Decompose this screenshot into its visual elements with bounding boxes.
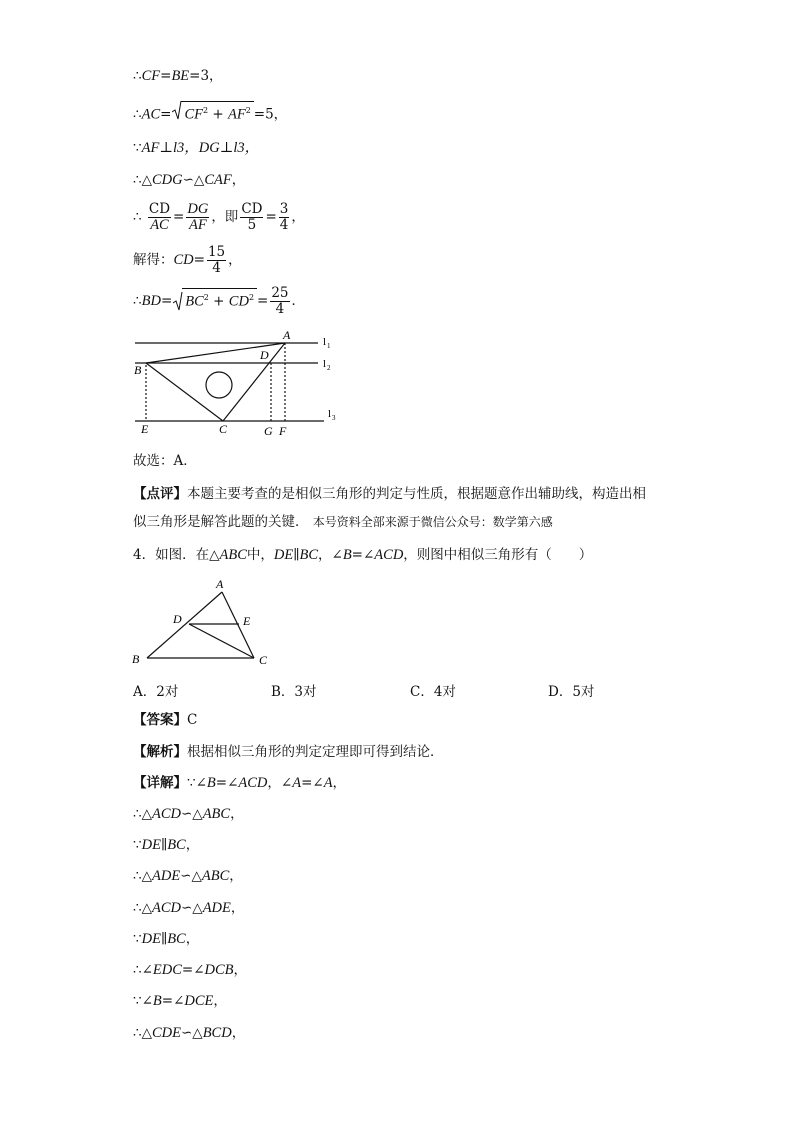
segment-BA: [147, 592, 222, 658]
denominator: 4: [275, 301, 285, 317]
var: BE: [171, 68, 190, 84]
segment-BC: [146, 363, 223, 421]
label-F: F: [279, 424, 287, 438]
option-text: 4对: [433, 684, 456, 700]
solution-line-6: [133, 244, 242, 276]
label-E: E: [141, 422, 149, 436]
text: ，则图中相似三角形有（ ）: [403, 547, 593, 563]
detail-line-3: [133, 866, 243, 886]
text: ，: [231, 1025, 246, 1041]
symbol: ∵: [133, 140, 142, 156]
var: BC: [185, 293, 204, 309]
var: DE: [141, 837, 161, 853]
denominator: 4: [279, 217, 289, 233]
symbol: =∠: [351, 547, 375, 563]
var: DE: [273, 547, 294, 563]
fraction: [186, 202, 209, 233]
text: ，: [230, 900, 245, 916]
var: A: [323, 775, 333, 791]
label-A: A: [216, 577, 224, 591]
text: ，: [229, 868, 243, 884]
solution-line-2: [133, 101, 287, 125]
text: ，: [213, 993, 227, 1009]
text: ，: [185, 931, 200, 947]
text: ，∠: [267, 775, 293, 791]
var: AF: [227, 106, 246, 123]
symbol: ∥: [160, 931, 168, 947]
option-text: 3对: [294, 684, 317, 700]
text: ⊥l3，: [159, 140, 199, 156]
var: DCE: [184, 993, 214, 1009]
solution-line-5: ∴ $\frac{CD}{AC}$ = $\frac{DG}{AF}$ ，即 $\frac{CD}{5}$ = $\frac{3}{4}$ ，: [133, 201, 305, 233]
choice-line: 故选：A．: [133, 453, 197, 469]
var: ACD: [151, 806, 181, 822]
label-l1: l: [323, 336, 327, 348]
symbol: ∴: [133, 68, 142, 84]
label-A: A: [283, 328, 291, 342]
var: A: [292, 775, 302, 791]
analysis-text: 根据相似三角形的判定定理即可得到结论．: [187, 744, 444, 760]
label-C: C: [219, 422, 228, 436]
symbol: ∵∠: [187, 775, 207, 791]
label-l2-sub: 2: [327, 364, 331, 372]
label-l2: l: [323, 358, 327, 370]
var: CAF: [204, 172, 232, 188]
var: B: [152, 993, 162, 1009]
var: ABC: [202, 806, 231, 822]
var: DE: [141, 931, 161, 947]
fraction: [240, 202, 263, 233]
var: CF: [184, 106, 203, 123]
sqrt-expression: $BC^2 + CD^2$: [173, 285, 257, 317]
detail-line-8: [133, 1023, 245, 1043]
symbol: =∠: [161, 993, 185, 1009]
symbol: ∵: [133, 837, 142, 853]
answer-value: C: [187, 712, 198, 728]
solution-line-3: [133, 138, 259, 158]
detail-line-6: [133, 960, 247, 980]
option-key: B．: [271, 684, 295, 700]
text: ，: [228, 252, 242, 268]
symbol: ∴∠: [133, 962, 153, 978]
symbol: ∥: [160, 837, 168, 853]
analysis-tag: 【解析】: [133, 744, 187, 760]
solution-line-1: [133, 66, 223, 86]
symbol: ∴: [133, 106, 142, 123]
label-G: G: [264, 424, 273, 438]
option-key: D．: [548, 684, 573, 700]
numerator: DG: [187, 201, 209, 217]
symbol: =∠: [215, 775, 239, 791]
text: =3，: [189, 68, 223, 84]
detail-line-4: [133, 898, 244, 918]
var: AF: [141, 140, 160, 156]
var: ABC: [219, 547, 247, 563]
numerator: 3: [279, 201, 289, 217]
numerator: CD: [148, 201, 171, 217]
option-c: [410, 680, 456, 700]
var: EDC: [152, 962, 182, 978]
var: ABC: [201, 868, 230, 884]
label-B: B: [134, 363, 142, 377]
var: CDE: [151, 1025, 181, 1041]
detail-tag: 【详解】: [133, 775, 187, 791]
text: ，: [332, 775, 347, 791]
symbol: ∴△: [133, 806, 152, 822]
var: CD: [228, 293, 249, 309]
var: ADE: [202, 900, 231, 916]
option-key: C．: [410, 684, 434, 700]
label-l1-sub: 1: [327, 342, 331, 350]
text: ．: [291, 293, 306, 309]
solution-line-7: ∴BD= $BC^2 + CD^2$ = $\frac{25}{4}$ ．: [133, 285, 306, 317]
detail-line-1: [133, 804, 244, 824]
figure-parallel-lines-triangle: [128, 325, 343, 440]
fraction: [148, 202, 171, 233]
symbol: =: [160, 106, 172, 123]
text: ，: [291, 209, 305, 225]
denominator: 4: [212, 260, 221, 276]
fraction: [207, 245, 226, 276]
sqrt-expression: $CF^2 + AF^2$: [172, 101, 253, 125]
label-l3-sub: 3: [332, 414, 336, 422]
text: ，: [230, 806, 244, 822]
text: 4．如图．在△: [133, 547, 220, 563]
circle-shape: [206, 372, 232, 398]
numerator: 25: [271, 285, 289, 301]
var: ACD: [374, 547, 404, 563]
source-note: 本号资料全部来源于微信公众号：数学第六感: [312, 515, 553, 529]
denominator: AF: [188, 217, 207, 233]
symbol: ∥: [293, 547, 300, 563]
answer-tag: 【答案】: [133, 712, 187, 728]
text: ⊥l3，: [219, 140, 260, 156]
fraction: [270, 286, 289, 317]
option-a: [133, 680, 178, 700]
var: CD: [173, 252, 194, 268]
option-text: 5对: [572, 684, 595, 700]
comment-text: 本题主要考查的是相似三角形的判定与性质，根据题意作出辅助线，构造出相: [187, 486, 646, 502]
option-key: A．: [133, 684, 157, 700]
label-D: D: [173, 612, 182, 626]
symbol: ∽△: [180, 806, 203, 822]
text: 中，: [246, 547, 274, 563]
var: BCD: [202, 1025, 232, 1041]
var: BD: [141, 293, 161, 309]
denominator: 5: [247, 217, 257, 233]
option-b: [271, 680, 317, 700]
symbol: ∴△: [133, 1025, 152, 1041]
denominator: AC: [150, 217, 169, 233]
var: B: [206, 775, 216, 791]
question-4: [133, 545, 592, 565]
var: BC: [167, 837, 186, 853]
solution-line-4: [133, 170, 245, 190]
symbol: ∽△: [180, 1025, 203, 1041]
symbol: ∴△: [133, 172, 152, 188]
comment-tag: 【点评】: [133, 486, 187, 502]
text: =5，: [253, 106, 288, 123]
var: BC: [167, 931, 186, 947]
symbol: ∴△: [133, 900, 152, 916]
symbol: =: [160, 68, 172, 84]
var: ADE: [151, 868, 181, 884]
fraction: [279, 202, 290, 233]
symbol: =: [160, 293, 173, 309]
symbol: =: [193, 252, 205, 268]
var: ACD: [151, 900, 181, 916]
text: ，即: [211, 209, 239, 225]
label-E: E: [243, 614, 251, 628]
segment-CA: [223, 343, 285, 421]
detail-line-0: [133, 773, 346, 793]
var: DG: [198, 140, 220, 156]
symbol: ∴: [133, 209, 142, 225]
var: BC: [299, 547, 318, 563]
symbol: ∽△: [180, 900, 203, 916]
label-C: C: [259, 653, 268, 667]
option-d: [548, 680, 594, 700]
label-l3: l: [328, 408, 332, 420]
text: ，: [185, 837, 200, 853]
numerator: CD: [241, 201, 263, 217]
var: ACD: [238, 775, 268, 791]
symbol: ∵∠: [133, 993, 153, 1009]
symbol: ∽△: [180, 868, 202, 884]
text: ，∠: [318, 547, 343, 563]
label-B: B: [132, 652, 140, 666]
answer-line: [133, 710, 197, 730]
analysis-line: [133, 742, 444, 762]
text: ，: [231, 172, 246, 188]
symbol: =∠: [301, 775, 324, 791]
radical-sign: [173, 290, 183, 312]
text: 解得：: [133, 252, 174, 268]
var: CF: [141, 68, 161, 84]
symbol: ∴△: [133, 868, 152, 884]
radical-sign: [172, 99, 182, 121]
detail-line-7: [133, 991, 227, 1011]
var: CDG: [151, 172, 183, 188]
var: AC: [141, 106, 161, 123]
numerator: 15: [207, 244, 226, 260]
symbol: =∠: [181, 962, 205, 978]
comment-line-2: [133, 512, 553, 532]
symbol: ∴: [133, 293, 142, 309]
text: ，: [233, 962, 248, 978]
option-text: 2对: [156, 684, 179, 700]
segment-DC: [189, 624, 254, 658]
var: DCB: [204, 962, 234, 978]
symbol: ∽△: [182, 172, 205, 188]
comment-line-1: [133, 484, 646, 504]
figure-triangle-ABC: [128, 574, 278, 670]
label-D: D: [260, 348, 269, 362]
detail-line-2: [133, 835, 199, 855]
comment-text: 似三角形是解答此题的关键．: [133, 514, 309, 530]
var: B: [342, 547, 352, 563]
symbol: ∵: [133, 931, 142, 947]
detail-line-5: [133, 929, 199, 949]
